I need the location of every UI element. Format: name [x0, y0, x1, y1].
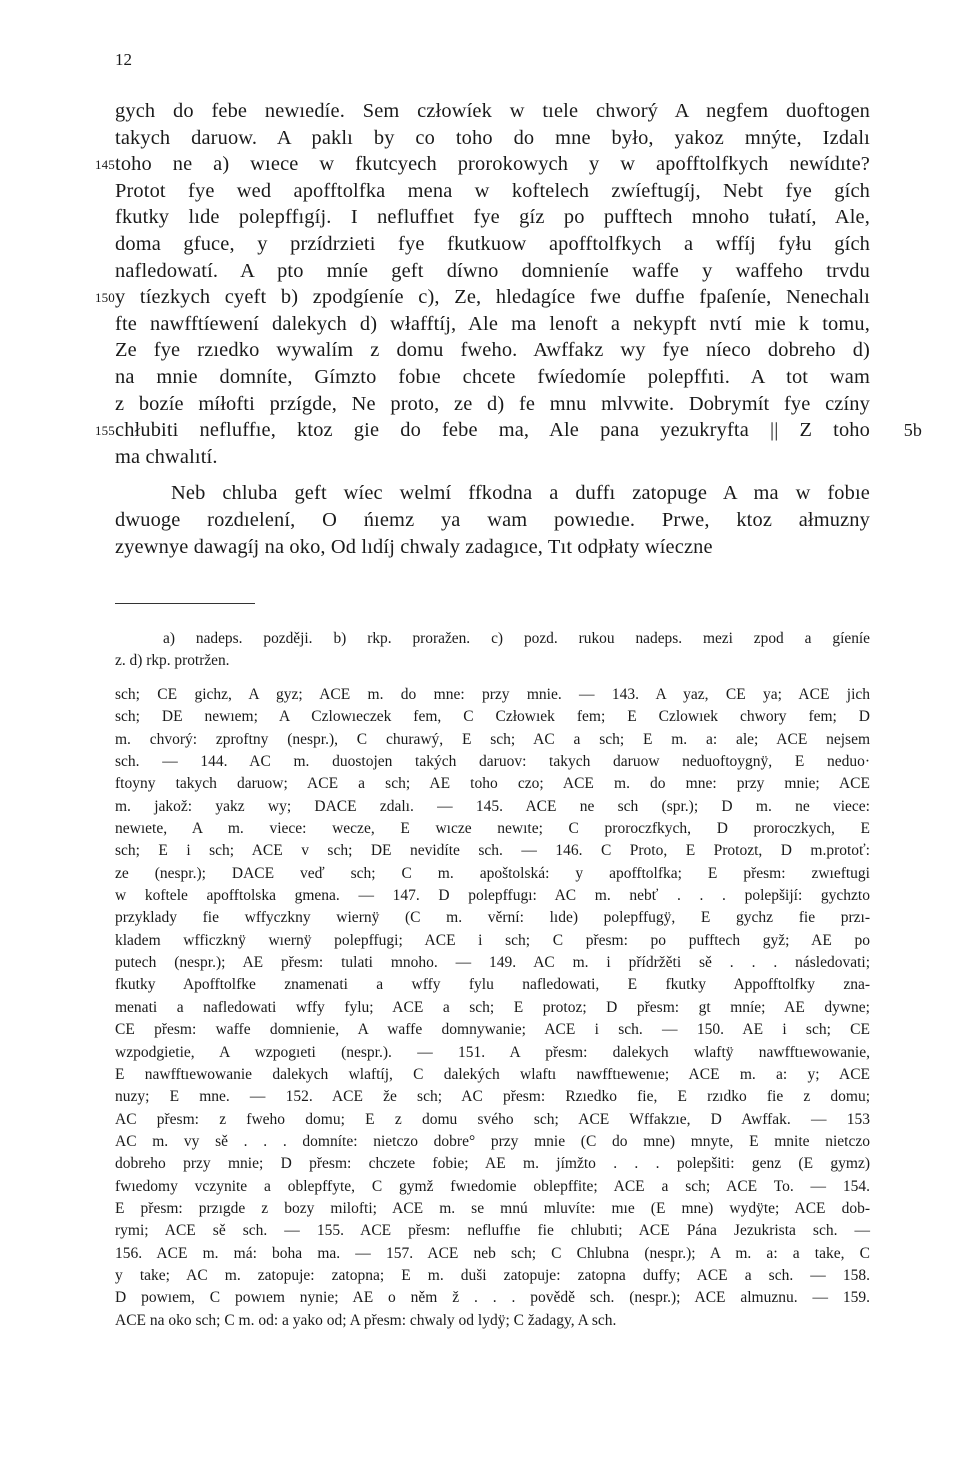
- line-text: toho ne a) wıece w fkutcyech prorokowych y w apofftolfkych newídıte?: [115, 153, 870, 176]
- footnote-rule: [115, 603, 255, 604]
- variant-line: D powıem, C powıem nynie; AE o něm ž . . . povědě sch. (nespr.); ACE almuznu. — 159.: [115, 1289, 870, 1307]
- line-text: y tíezkych cyeft b) zpodgíeníe c), Ze, hledagíce fwe duffıe fpaſeníe, Nenechalı: [115, 286, 870, 309]
- variant-line: ftoyny takych daruow; ACE a sch; AE toho czo; ACE m. do mne: przy mnie; ACE: [115, 775, 870, 793]
- variant-line: m. jakož: yakz wy; DACE zdalı. — 145. ACE ne sch (spr.); D m. ne viece:: [115, 797, 870, 815]
- variant-line: rymi; ACE sě sch. — 155. ACE přesm: nefluffıe fie chlubıti; ACE Pána Jezukrista sch. —: [115, 1222, 870, 1240]
- text-line: [115, 480, 870, 507]
- text-line: [115, 231, 870, 258]
- footnote-line: z. d) rkp. protržen.: [115, 652, 230, 669]
- variant-line: y take; AC m. zatopuje: zatopna; E m. duši zatopuje: zatopna duffy; ACE a sch. — 158.: [115, 1266, 870, 1284]
- main-text: [95, 98, 922, 560]
- variant-line: fkutky Apofftolfke znamenati a wffy fylu nafledowati, E fkutky Appofftolfky zna-: [115, 976, 870, 994]
- variant-line: m. chvorý: zproftny (nespr.), C churawý, E sch; AC a sch; E m. a: ale; ACE nejsem: [115, 730, 870, 748]
- page-number: 12: [115, 50, 132, 69]
- footnotes: [115, 628, 870, 672]
- line-number: 150: [95, 290, 115, 306]
- text-line: [115, 391, 870, 418]
- variant-line: sch; CE gichz, A gyz; ACE m. do mne: przy mnie. — 143. A yaz, CE ya; ACE jich: [115, 686, 870, 703]
- line-text: Protot fye wed apofftolfka mena w koftelech zwíeftugíj, Nebt fye gích: [115, 179, 870, 202]
- variant-line: E přesm: przıgde z bozy milofti; ACE m. se mnú mluvíte: mıe (E mne) wydÿte; ACE dob-: [115, 1199, 870, 1217]
- line-text: takych daruow. A paklı by co toho do mne było, yakoz mnýte, Izdalı: [115, 126, 870, 149]
- text-line: [95, 284, 870, 311]
- line-text: z bozíe míłofti przígde, Ne proto, ze d) fe mnu mlvwite. Dobrymít fye czíny: [115, 392, 870, 415]
- variant-line: E nawfftıewowanie dalekych wlaftíj, C dalekých wlaftı nawfftıewenıe; ACE m. a: y; ACE: [115, 1065, 870, 1083]
- text-line: [115, 204, 870, 231]
- text-line: [115, 534, 870, 561]
- variant-line: dobreho przy mnie; D přesm: chczete fobie; AE m. jímžto . . . polepšiti: genz (E gymz): [115, 1155, 870, 1173]
- variant-line: newıete, A m. viece: wecze, E wıcze newıte; C proroczfkych, D proroczkych, E: [115, 820, 870, 838]
- variant-line: sch; DE newıem; A Czlowıeczek fem, C Człowıek fem; E Czlowıek chwory fem; D: [115, 708, 870, 726]
- footnote-line: a) nadeps. později. b) rkp. proražen. c) pozd. rukou nadeps. mezi zpod a gíeníe: [163, 630, 870, 647]
- variant-line: fwıedomy vczynite a oblepffyte, C gymž fwıedomie oblepffite; ACE a sch; ACE To. — 154.: [115, 1177, 870, 1195]
- line-text: ma chwalıtí.: [115, 445, 218, 468]
- variant-line: menati a nafledowati wffy fylu; ACE a sch; E protoz; D přesm: gt mníe; AE dywne;: [115, 998, 870, 1016]
- folio-mark: 5b: [903, 420, 922, 441]
- variant-line: ACE na oko sch; C m. od: a yako od; A přesm: chwaly od lydÿ; C žadagy, A sch.: [115, 1311, 617, 1329]
- variant-line: kladem wfficzknÿ wıernÿ polepffugi; ACE i sch; C přesm: po pufftech gyž; AE po: [115, 931, 870, 949]
- text-line: [115, 507, 870, 534]
- variant-line: ze (nespr.); DACE veď sch; C m. apoštolská: y apofftolfka; E přesm: zwıeftugi: [115, 864, 870, 882]
- variant-line: AC přesm: z fweho domu; E z domu svého sch; ACE Wffakzıe, D Awffak. — 153: [115, 1110, 870, 1128]
- variant-line: przyklady fie wffyczkny wiernÿ (C m. věrní: lıde) polepffugÿ, E gychz fie przı-: [115, 909, 870, 927]
- text-line: [115, 311, 870, 338]
- line-text: na mnie domníte, Gímzto fobıe chcete fwíedomíe polepffıti. A tot wam: [115, 365, 870, 388]
- text-line: [115, 444, 870, 471]
- text-line: [115, 98, 870, 125]
- line-number: 155: [95, 423, 115, 439]
- text-line: [115, 337, 870, 364]
- variant-line: putech (nespr.); AE přesm: tulati mnoho. — 149. AC m. i přídržěti sě . . . následovati;: [115, 954, 870, 972]
- text-line: [115, 258, 870, 285]
- text-line: [95, 151, 870, 178]
- line-text: Ze fye rzıedko wywalím z domu fweho. Awffakz wy fye níeco dobreho d): [115, 339, 870, 362]
- line-text: fkutky lıde polepffıgíj. I nefluffıet fye gíz po pufftech mnoho tułatí, Ale,: [115, 206, 870, 229]
- line-text: dwuoge rozdıelení, O ńıemz ya wam powıedıe. Prwe, ktoz ałmuzny: [115, 508, 870, 531]
- variant-line: w koftele apofftolska gmena. — 147. D polepffugı: AC m. nebť . . . polepšijí: gychzto: [115, 887, 870, 905]
- variant-line: sch. — 144. AC m. duostojen takých daruov: takych daruow neduoftoygnÿ, E neduo·: [115, 753, 870, 771]
- text-line: [115, 178, 870, 205]
- line-text: nafledowatí. A pto mníe geft díwno domnieníe waffe y waffeho trvdu: [115, 259, 870, 282]
- variant-line: nuzy; E mne. — 152. ACE že sch; AC přesm: Rzıedko fie, E rzıdko fie z domu;: [115, 1088, 870, 1106]
- variant-apparatus: [115, 684, 870, 1332]
- line-number: 145: [95, 157, 115, 173]
- line-text: chłubiti nefluffıe, ktoz gie do febe ma, Ale pana yezukryfta || Z toho: [115, 419, 870, 442]
- line-text: gych do febe newıedíe. Sem człowíek w tıele chworý A negfem duoftogen: [115, 100, 870, 122]
- text-line: [115, 125, 870, 152]
- variant-line: CE přesm: waffe domnienie, A waffe domnywanie; ACE i sch. — 150. AE i sch; CE: [115, 1021, 870, 1039]
- line-text: Neb chluba geft wíec welmí ffkodna a duffı zatopuge A ma w fobıe: [171, 482, 870, 505]
- variant-line: sch; E i sch; ACE v sch; DE nevidíte sch. — 146. C Proto, E Protozt, D m.protoť:: [115, 842, 870, 860]
- line-text: fte nawfftíewení dalekych d) włafftíj, Ale ma lenoft a nekypft nvtí mie k tomu,: [115, 312, 870, 335]
- text-line: [115, 364, 870, 391]
- line-text: zyewnye dawagíj na oko, Od lıdíj chwaly zadagıce, Tıt odpłaty wíeczne: [115, 535, 713, 558]
- variant-line: AC m. vy sě . . . domníte: nietczo dobre° przy mnie (C do mne) mnyte, E mnite nietczo: [115, 1132, 870, 1150]
- variant-line: wzpodgietie, A wzpogıeti (nespr.). — 151. A přesm: dalekych wlaftÿ nawfftıewowanie,: [115, 1043, 870, 1061]
- line-text: doma gfuce, y przídrzieti fye fkutkuow apofftolfkych a wffíj fyłu gích: [115, 232, 870, 255]
- text-line: [95, 417, 922, 444]
- variant-line: 156. ACE m. má: boha ma. — 157. ACE neb sch; C Chlubna (nespr.); A m. a: a take, C: [115, 1244, 870, 1262]
